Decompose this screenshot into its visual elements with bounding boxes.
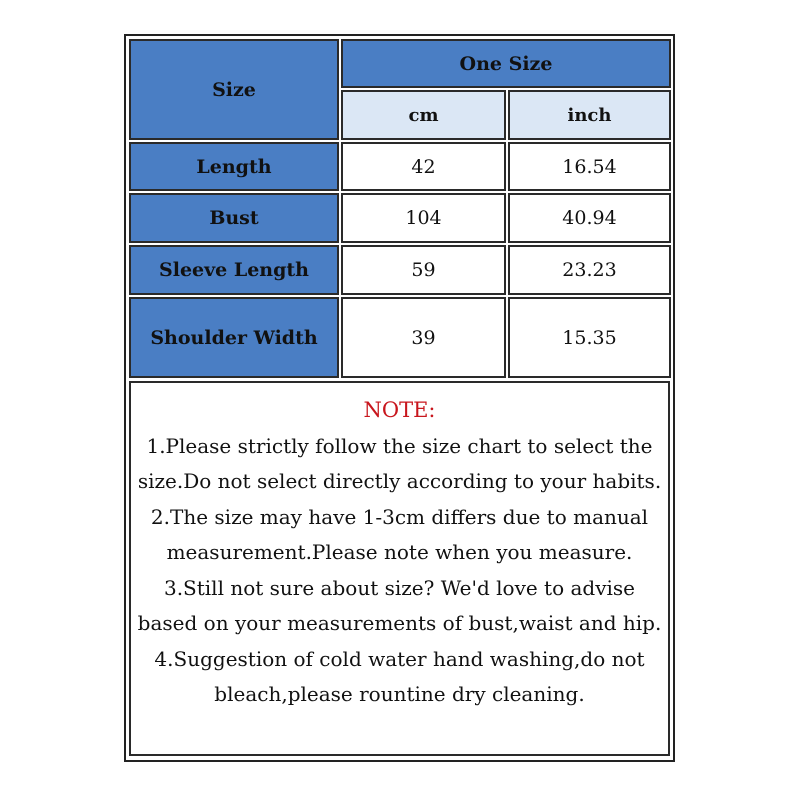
row-label: Length — [196, 155, 272, 178]
cm-header-cell — [341, 90, 506, 140]
row-label-cell — [129, 142, 339, 191]
row-inch-value: 15.35 — [562, 326, 617, 349]
row-label: Sleeve Length — [159, 259, 309, 281]
row-cm-cell — [341, 142, 506, 191]
row-cm-cell — [341, 245, 506, 295]
row-label: Bust — [209, 207, 259, 229]
row-inch-cell — [508, 193, 671, 243]
inch-header-label: inch — [567, 104, 612, 126]
row-inch-value: 23.23 — [562, 259, 617, 281]
cm-header-label: cm — [408, 104, 439, 126]
row-label-cell — [129, 245, 339, 295]
one-size-header-label: One Size — [459, 52, 553, 75]
note-box — [129, 381, 670, 756]
row-cm-value: 104 — [405, 207, 442, 229]
row-inch-value: 16.54 — [562, 155, 617, 178]
note-item: 4.Suggestion of cold water hand washing,do not bleach,please rountine dry cleaning. — [154, 646, 645, 706]
row-inch-cell — [508, 142, 671, 191]
row-cm-value: 39 — [411, 326, 436, 349]
row-label-cell — [129, 193, 339, 243]
row-inch-value: 40.94 — [562, 207, 617, 229]
note-item: 2.The size may have 1-3cm differs due to manual measurement.Please note when you measure. — [150, 504, 649, 564]
row-cm-cell — [341, 297, 506, 378]
row-cm-cell — [341, 193, 506, 243]
size-header-label: Size — [212, 78, 256, 101]
size-header-cell — [129, 39, 339, 140]
row-inch-cell — [508, 245, 671, 295]
row-label-cell — [129, 297, 339, 378]
row-label: Shoulder Width — [150, 326, 318, 349]
row-cm-value: 59 — [411, 259, 436, 281]
row-cm-value: 42 — [411, 155, 436, 178]
one-size-header-cell — [341, 39, 671, 88]
note-item: 3.Still not sure about size? We'd love to advise based on your measurements of bust,waist and hip. — [137, 575, 662, 635]
row-inch-cell — [508, 297, 671, 378]
note-item: 1.Please strictly follow the size chart to select the size.Do not select directly according to your habits. — [137, 433, 662, 493]
inch-header-cell — [508, 90, 671, 140]
note-title: NOTE: — [363, 398, 436, 422]
size-chart — [124, 34, 675, 762]
